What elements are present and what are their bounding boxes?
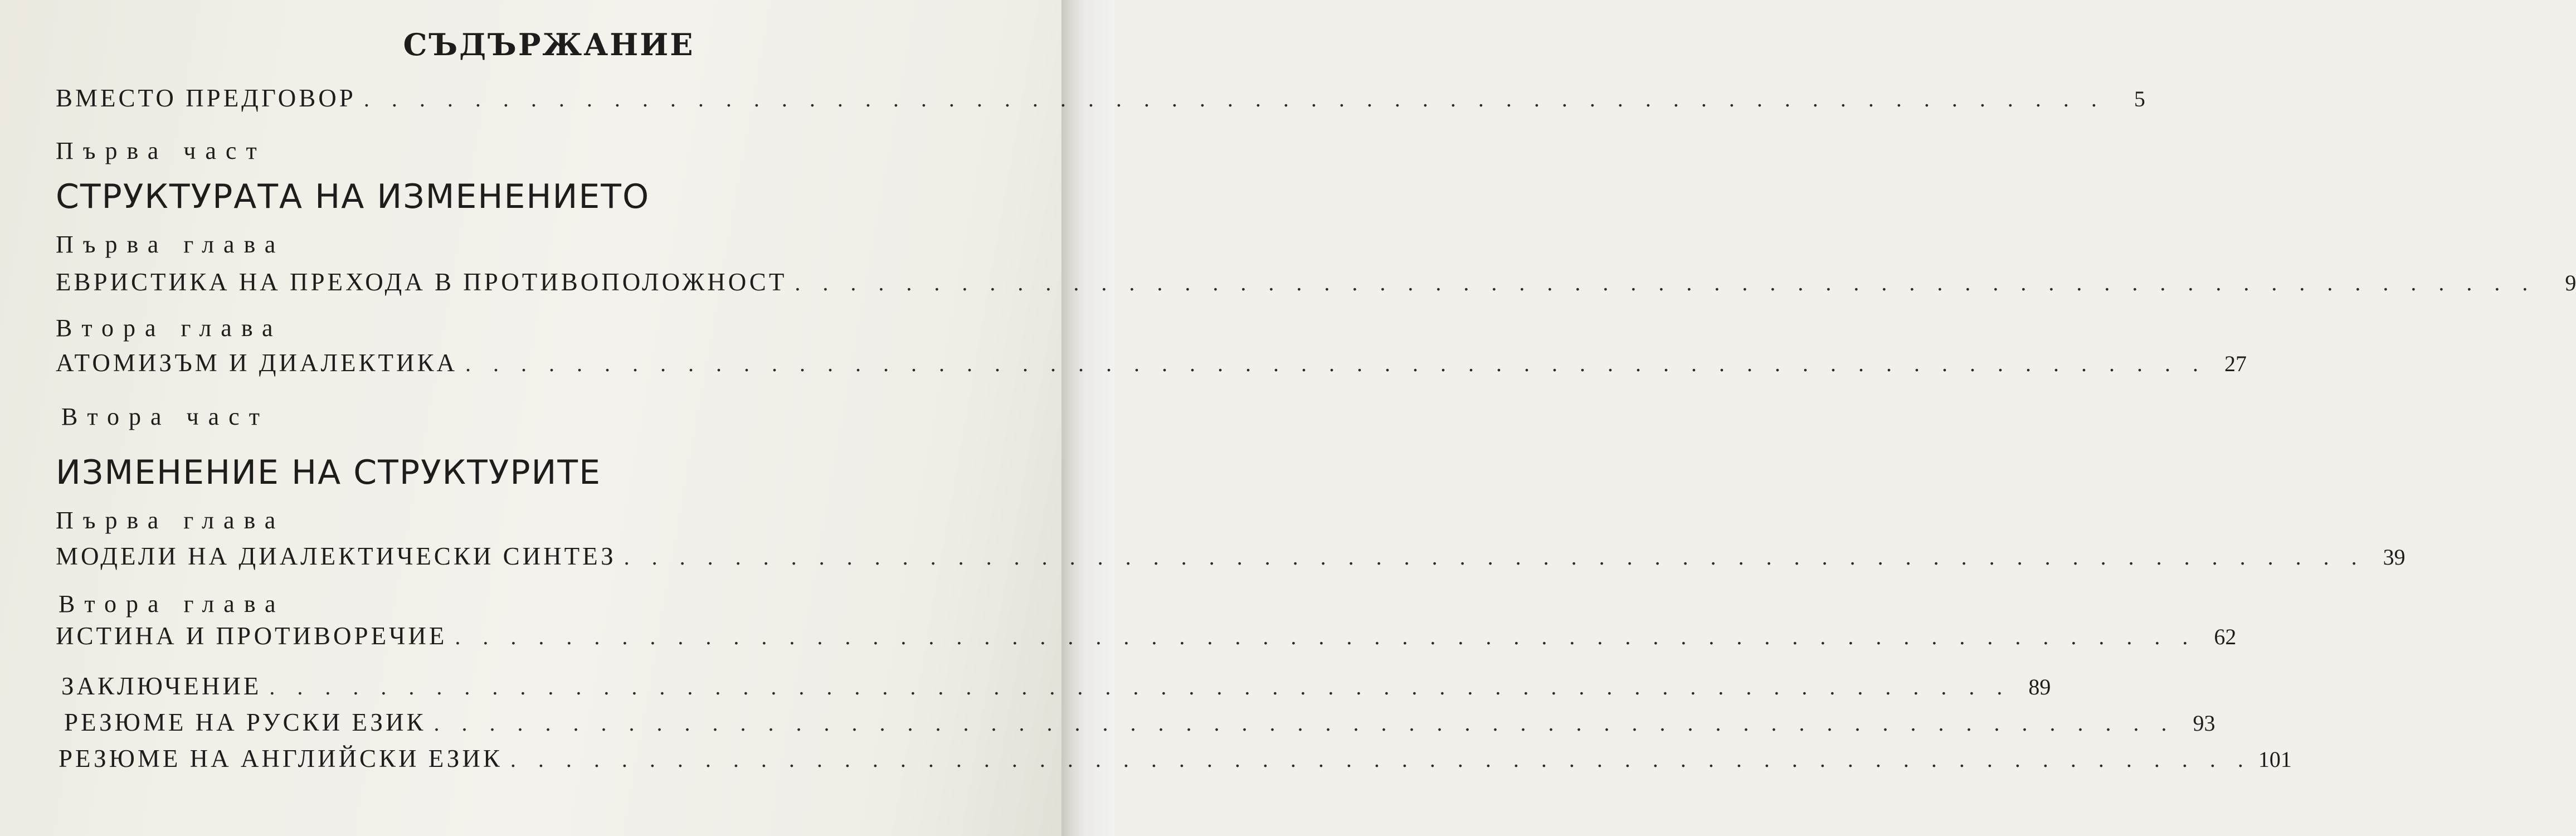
dot-leader: . . . . . . . . . . . . . . . . . . . . . . . . . . . . . . . . . . . . . . . . . . . . . . . . . . . . . . . . . . . . . . . [455,624,2197,649]
entry-page-number: 27 [2224,351,2247,376]
toc-entry-conclusion [61,672,2051,707]
entry-label: ЗАКЛЮЧЕНИЕ [61,672,262,700]
dot-leader: . . . . . . . . . . . . . . . . . . . . . . . . . . . . . . . . . . . . . . . . . . . . . . . . . . . . . . . . . . . . . . . [434,711,2175,736]
dot-leader: . . . . . . . . . . . . . . . . . . . . . . . . . . . . . . . . . . . . . . . . . . . . . . . . . . . . . . . . . . . . . . . [624,545,2365,570]
entry-page-number: 89 [2028,674,2051,699]
entry-page-number: 5 [2134,86,2145,111]
toc-entry-chapter [56,621,2237,657]
toc-entry-summary-ru [64,708,2215,743]
entry-page-number: 93 [2193,711,2215,736]
toc-entry-chapter [56,348,2247,384]
toc-entry-chapter [56,268,2576,303]
part-title: ИЗМЕНЕНИЕ НА СТРУКТУРИТЕ [56,453,601,492]
entry-label: ЕВРИСТИКА НА ПРЕХОДА В ПРОТИВОПОЛОЖНОСТ [56,268,787,296]
chapter-kicker: Първа глава [56,231,285,258]
toc-entry-summary-en [59,744,2292,780]
entry-page-number: 39 [2383,545,2405,570]
part-kicker: Втора част [61,403,269,430]
toc-entry-preface [56,84,2145,119]
entry-label: ВМЕСТО ПРЕДГОВОР [56,84,356,112]
chapter-kicker: Втора глава [56,314,283,342]
entry-label: ИСТИНА И ПРОТИВОРЕЧИЕ [56,622,447,650]
dot-leader: . . . . . . . . . . . . . . . . . . . . . . . . . . . . . . . . . . . . . . . . . . . . . . . . . . . . . . . . . . . . . . . [363,86,2105,111]
entry-label: РЕЗЮМЕ НА РУСКИ ЕЗИК [64,708,426,736]
part-kicker: Първа част [56,137,266,164]
dot-leader: . . . . . . . . . . . . . . . . . . . . . . . . . . . . . . . . . . . . . . . . . . . . . . . . . . . . . . . . . . . . . . . [269,674,2011,699]
chapter-kicker: Първа глава [56,507,285,534]
dot-leader: . . . . . . . . . . . . . . . . . . . . . . . . . . . . . . . . . . . . . . . . . . . . . . . . . . . . . . . . . . . . . . . [510,747,2252,772]
part-title: СТРУКТУРАТА НА ИЗМЕНЕНИЕТО [56,177,650,216]
entry-page-number: 101 [2258,747,2292,772]
dot-leader: . . . . . . . . . . . . . . . . . . . . . . . . . . . . . . . . . . . . . . . . . . . . . . . . . . . . . . . . . . . . . . . [795,270,2536,295]
entry-label: МОДЕЛИ НА ДИАЛЕКТИЧЕСКИ СИНТЕЗ [56,542,616,570]
dot-leader: . . . . . . . . . . . . . . . . . . . . . . . . . . . . . . . . . . . . . . . . . . . . . . . . . . . . . . . . . . . . . . . [465,351,2207,376]
toc-title: СЪДЪРЖАНИЕ [403,27,695,62]
entry-page-number: 9 [2565,270,2576,295]
chapter-kicker: Втора глава [59,590,285,618]
toc-entry-chapter [56,542,2405,577]
entry-page-number: 62 [2214,624,2237,649]
entry-label: РЕЗЮМЕ НА АНГЛИЙСКИ ЕЗИК [59,745,503,772]
entry-label: АТОМИЗЪМ И ДИАЛЕКТИКА [56,349,457,377]
